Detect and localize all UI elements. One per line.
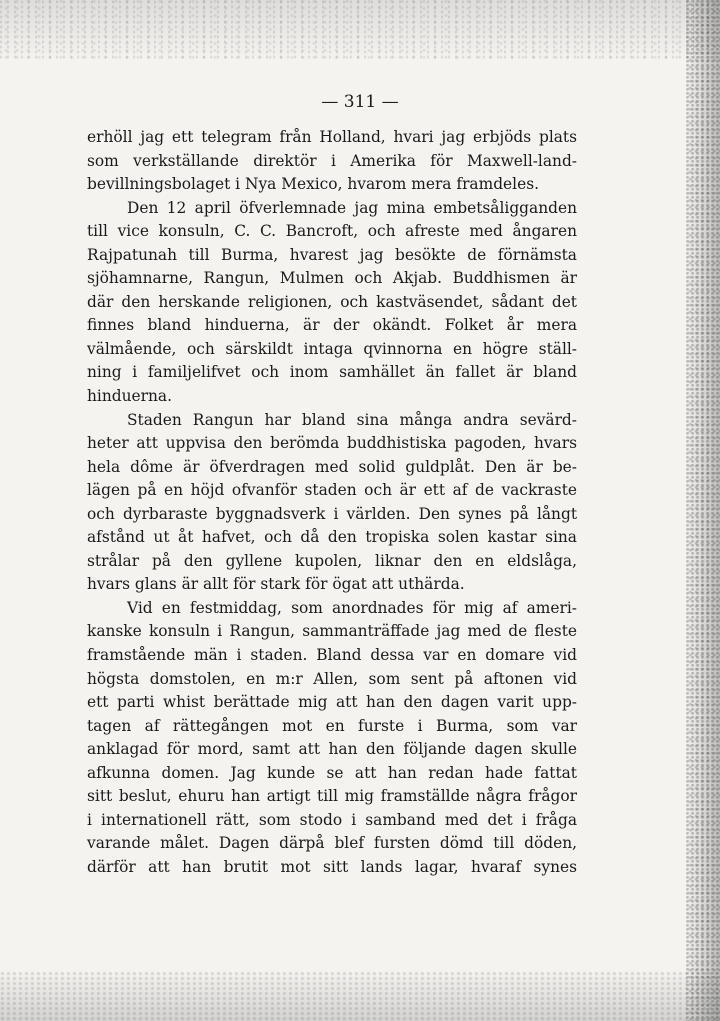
text-line: i internationell rätt, som stodo i samband med det i fråga bbox=[87, 810, 577, 829]
text-line: hvars glans är allt för stark för ögat att uthärda. bbox=[87, 575, 465, 594]
text-line: högsta domstolen, en m:r Allen, som sent på aftonen vid bbox=[87, 669, 577, 688]
text-line: finnes bland hinduerna, är der okändt. Folket år mera bbox=[87, 316, 577, 335]
text-line: tagen af rättegången mot en furste i Burma, som var bbox=[87, 716, 577, 735]
text-line: Rajpatunah till Burma, hvarest jag besökte de förnämsta bbox=[87, 245, 577, 264]
text-line: framstående män i staden. Bland dessa var en domare vid bbox=[87, 646, 577, 665]
text-line: därför att han brutit mot sitt lands lagar, hvaraf synes bbox=[87, 857, 577, 876]
text-line: afkunna domen. Jag kunde se att han redan hade fattat bbox=[87, 763, 577, 782]
text-line: där den herskande religionen, och kastväsendet, sådant det bbox=[87, 292, 577, 311]
text-line: lägen på en höjd ofvanför staden och är ett af de vackraste bbox=[87, 481, 577, 500]
text-line: kanske konsuln i Rangun, sammanträffade jag med de fleste bbox=[87, 622, 577, 641]
text-line: sitt beslut, ehuru han artigt till mig framställde några frågor bbox=[87, 787, 577, 806]
text-line: heter att uppvisa den berömda buddhistiska pagoden, hvars bbox=[87, 434, 577, 453]
text-line: Den 12 april öfverlemnade jag mina embetsåligganden bbox=[127, 198, 577, 217]
text-line: Staden Rangun har bland sina många andra sevärd- bbox=[127, 410, 577, 429]
text-line: ett parti whist berättade mig att han den dagen varit upp- bbox=[87, 693, 577, 712]
page-edge-bottom bbox=[0, 971, 720, 1021]
text-line: bevillningsbolaget i Nya Mexico, hvarom mera framdeles. bbox=[87, 175, 539, 194]
text-line: hinduerna. bbox=[87, 387, 172, 406]
page-number: — 311 — bbox=[321, 92, 399, 112]
text-line: sjöhamnarne, Rangun, Mulmen och Akjab. Buddhismen är bbox=[87, 269, 577, 288]
text-line: erhöll jag ett telegram från Holland, hvari jag erbjöds plats bbox=[87, 128, 577, 146]
page-edge-right bbox=[686, 0, 720, 1021]
text-line: anklagad för mord, samt att han den följande dagen skulle bbox=[87, 740, 577, 759]
text-line: varande målet. Dagen därpå blef fursten dömd till döden, bbox=[87, 834, 577, 853]
page-edge-top bbox=[0, 0, 720, 60]
text-line: ning i familjelifvet och inom samhället än fallet är bland bbox=[87, 363, 577, 382]
text-line: hela dôme är öfverdragen med solid guldplåt. Den är be- bbox=[87, 457, 577, 476]
text-line: till vice konsuln, C. C. Bancroft, och afreste med ångaren bbox=[87, 222, 577, 241]
text-line: strålar på den gyllene kupolen, liknar den en eldslåga, bbox=[87, 551, 577, 570]
text-line: och dyrbaraste byggnadsverk i världen. Den synes på långt bbox=[87, 504, 577, 523]
text-line: afstånd ut åt hafvet, och då den tropiska solen kastar sina bbox=[87, 528, 577, 547]
text-line: som verkställande direktör i Amerika för Maxwell-land- bbox=[87, 151, 577, 170]
body-text bbox=[87, 126, 577, 880]
text-line: Vid en festmiddag, som anordnades för mig af ameri- bbox=[127, 598, 577, 617]
text-line: välmående, och särskildt intaga qvinnorna en högre ställ- bbox=[87, 339, 577, 358]
